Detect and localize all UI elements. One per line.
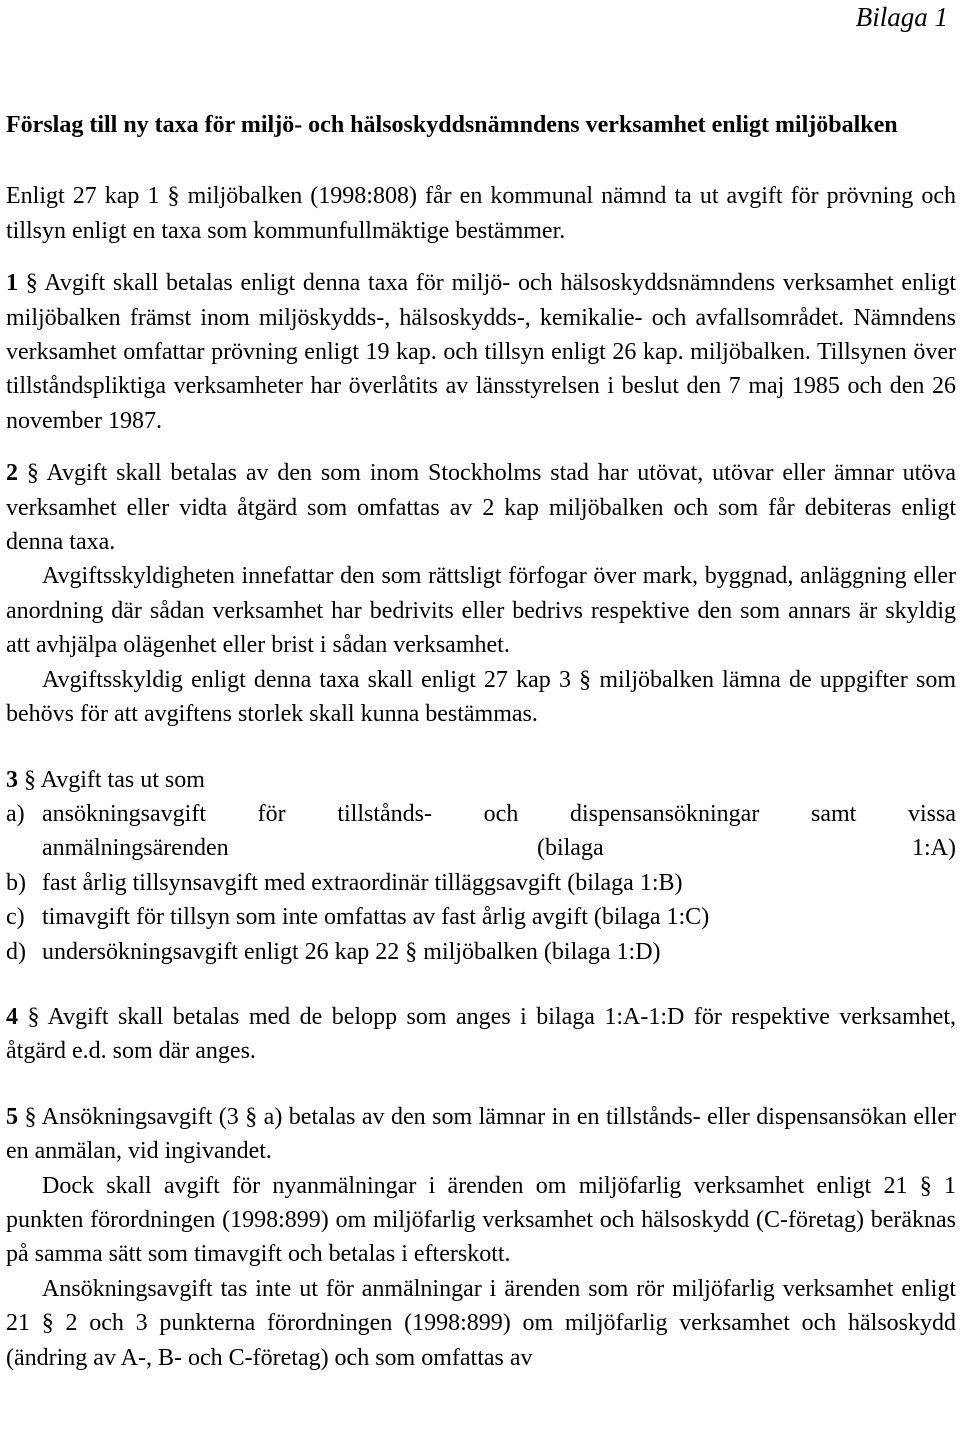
section-2-paragraph-3: Avgiftsskyldig enligt denna taxa skall enligt 27 kap 3 § miljöbalken lämna de uppgifter som behövs för att avgiftens storlek skall kunna bestämmas. — [6, 666, 956, 728]
list-item-text — [42, 797, 956, 866]
section-5-paragraph-3: Ansökningsavgift tas inte ut för anmälningar i ärenden som rör miljöfarlig verksamhet enligt 21 § 2 och 3 punkterna förordningen (1998:899) om miljöfarlig verksamhet och hälsoskydd (ändring av A-, B- och C-företag) och som omfattas av — [6, 1275, 956, 1371]
section-text: § Avgift skall betalas med de belopp som anges i bilaga 1:A-1:D för respektive verksamhet, åtgärd e.d. som där anges. — [6, 1003, 956, 1065]
section-number: 2 — [6, 460, 18, 487]
list-item — [6, 797, 956, 866]
list-item-label: a) — [6, 800, 25, 827]
section-text: § Ansökningsavgift (3 § a) betalas av den som lämnar in en tillstånds- eller dispensansökan eller en anmälan, vid ingivandet. — [6, 1103, 956, 1165]
section-number: 1 — [6, 270, 18, 297]
section-text: § Avgift skall betalas enligt denna taxa för miljö- och hälsoskyddsnämndens verksamhet enligt miljöbalken främst inom miljöskydds-, hälsoskydds-, kemikalie- och avfallsområdet. Nämndens verksamhet omfattar prövning enligt 19 kap. och tillsyn enligt 26 kap. miljöbalken. Tillsynen över tillståndspliktiga verksamheter har överlåtits av länsstyrelsen i beslut den 7 maj 1985 och den 26 november 1987. — [6, 270, 956, 434]
section-4 — [6, 1000, 956, 1069]
list-item-label: d) — [6, 938, 26, 965]
list-item-text: fast årlig tillsynsavgift med extraordinär tilläggsavgift (bilaga 1:B) — [42, 869, 683, 896]
list-item — [6, 866, 956, 900]
list-item-text: undersökningsavgift enligt 26 kap 22 § miljöbalken (bilaga 1:D) — [42, 938, 661, 965]
section-1 — [6, 266, 956, 438]
list-item-label: b) — [6, 869, 26, 896]
document-title: Förslag till ny taxa för miljö- och hälsoskyddsnämndens verksamhet enligt miljöbalken — [6, 112, 898, 138]
section-text: § Avgift tas ut som — [18, 766, 205, 793]
list-item-label: c) — [6, 904, 25, 931]
section-2-paragraph-2: Avgiftsskyldigheten innefattar den som rättsligt förfogar över mark, byggnad, anläggning eller anordning där sådan verksamhet har bedrivits eller bedrivs respektive den som annars är skyldig att avhjälpa olägenhet eller brist i sådan verksamhet. — [6, 563, 956, 659]
list-item — [6, 900, 956, 934]
section-number: 5 — [6, 1103, 18, 1130]
document-body — [6, 108, 956, 1375]
list-item — [6, 935, 956, 969]
section-5 — [6, 1100, 956, 1169]
appendix-label: Bilaga 1 — [855, 2, 948, 32]
section-number: 4 — [6, 1003, 18, 1030]
section-text: § Avgift skall betalas av den som inom Stockholms stad har utövat, utövar eller ämnar utöva verksamhet eller vidta åtgärd som omfattas av 2 kap miljöbalken och som får debiteras enligt denna taxa. — [6, 460, 956, 556]
fee-type-list — [6, 797, 956, 969]
intro-paragraph: Enligt 27 kap 1 § miljöbalken (1998:808) får en kommunal nämnd ta ut avgift för prövning och tillsyn enligt en taxa som kommunfullmäktige bestämmer. — [6, 183, 956, 244]
list-item-continuation: anmälningsärenden (bilaga 1:A) — [42, 835, 956, 862]
section-5-paragraph-2: Dock skall avgift för nyanmälningar i ärenden om miljöfarlig verksamhet enligt 21 § 1 punkten förordningen (1998:899) om miljöfarlig verksamhet och hälsoskydd (C-företag) beräknas på samma sätt som timavgift och betalas i efterskott. — [6, 1172, 956, 1268]
section-3 — [6, 763, 956, 797]
section-2 — [6, 456, 956, 559]
list-item-text: timavgift för tillsyn som inte omfattas av fast årlig avgift (bilaga 1:C) — [42, 904, 710, 931]
list-item-text-line: ansökningsavgift för tillstånds- och dispensansökningar samt vissa — [42, 800, 956, 827]
section-number: 3 — [6, 766, 18, 793]
